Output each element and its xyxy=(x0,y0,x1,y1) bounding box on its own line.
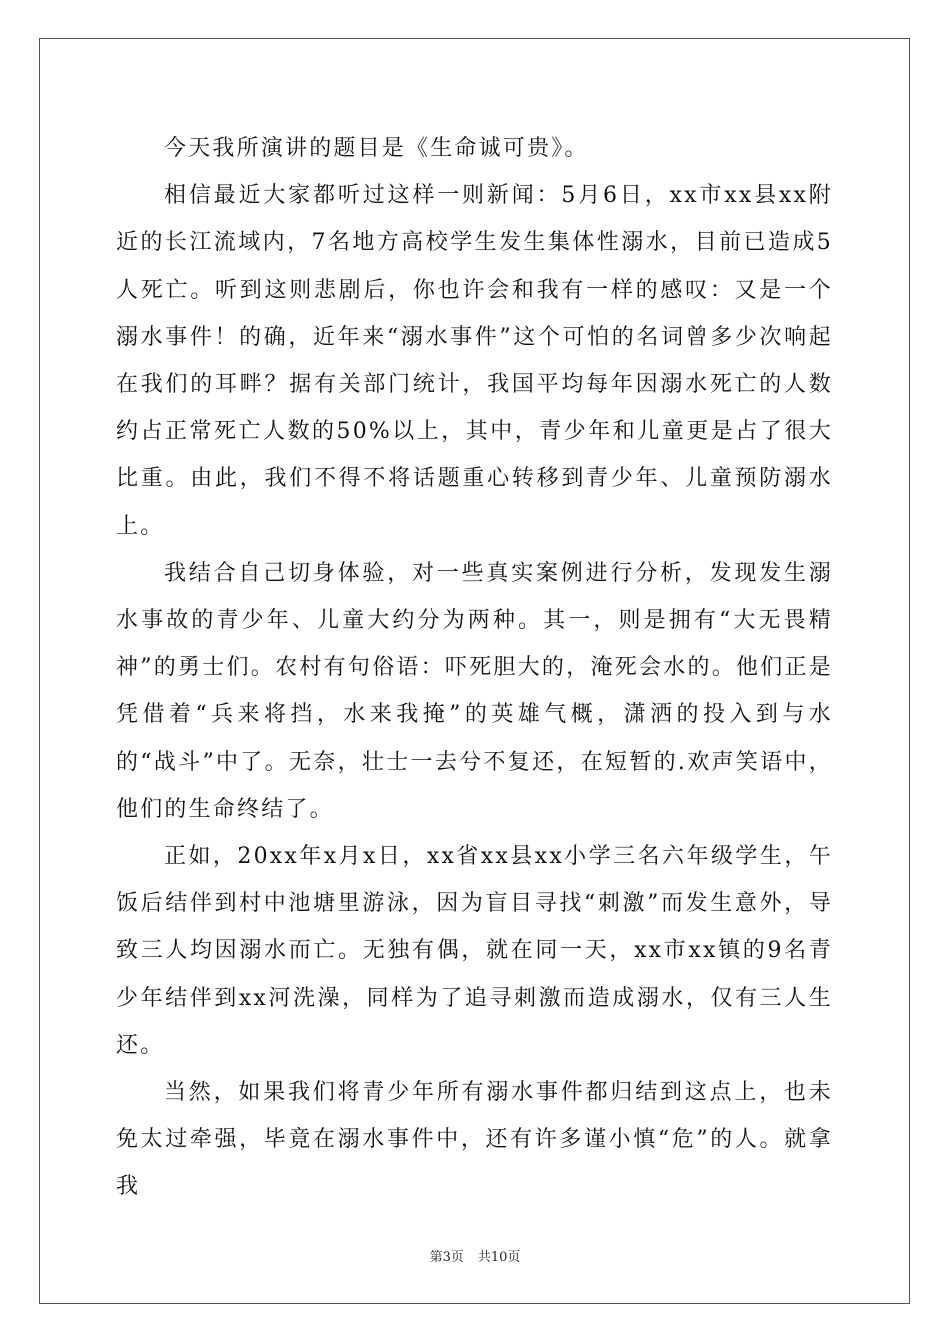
document-body xyxy=(116,125,833,1211)
paragraph-5: 当然，如果我们将青少年所有溺水事件都归结到这点上，也未免太过牵强，毕竟在溺水事件中，还有许多谨小慎“危”的人。就拿我 xyxy=(116,1080,833,1200)
paragraph-4: 正如，20xx年x月x日，xx省xx县xx小学三名六年级学生，午饭后结伴到村中池塘里游泳，因为盲目寻找“刺激”而发生意外，导致三人均因溺水而亡。无独有偶，就在同一天，xx市xx镇的9名青少年结伴到xx河洗澡，同样为了追寻刺激而造成溺水，仅有三人生还。 xyxy=(116,844,833,1058)
paragraph-1: 今天我所演讲的题目是《生命诚可贵》。 xyxy=(164,136,589,161)
paragraph-2: 相信最近大家都听过这样一则新闻：5月6日，xx市xx县xx附近的长江流域内，7名地方高校学生发生集体性溺水，目前已造成5人死亡。听到这则悲剧后，你也许会和我有一样的感叹：又是一个溺水事件！的确，近年来“溺水事件”这个可怕的名词曾多少次响起在我们的耳畔？据有关部门统计，我国平均每年因溺水死亡的人数约占正常死亡人数的50%以上，其中，青少年和儿童更是占了很大比重。由此，我们不得不将话题重心转移到青少年、儿童预防溺水上。 xyxy=(116,183,833,539)
page-footer xyxy=(0,1246,950,1265)
page-number: 第3页 xyxy=(429,1250,464,1265)
page-total: 共10页 xyxy=(477,1250,521,1265)
paragraph-3: 我结合自己切身体验，对一些真实案例进行分析，发现发生溺水事故的青少年、儿童大约分为两种。其一，则是拥有“大无畏精神”的勇士们。农村有句俗语：吓死胆大的，淹死会水的。他们正是凭借着“兵来将挡，水来我掩”的英雄气概，潇洒的投入到与水的“战斗”中了。无奈，壮士一去兮不复还，在短暂的.欢声笑语中，他们的生命终结了。 xyxy=(116,560,833,822)
